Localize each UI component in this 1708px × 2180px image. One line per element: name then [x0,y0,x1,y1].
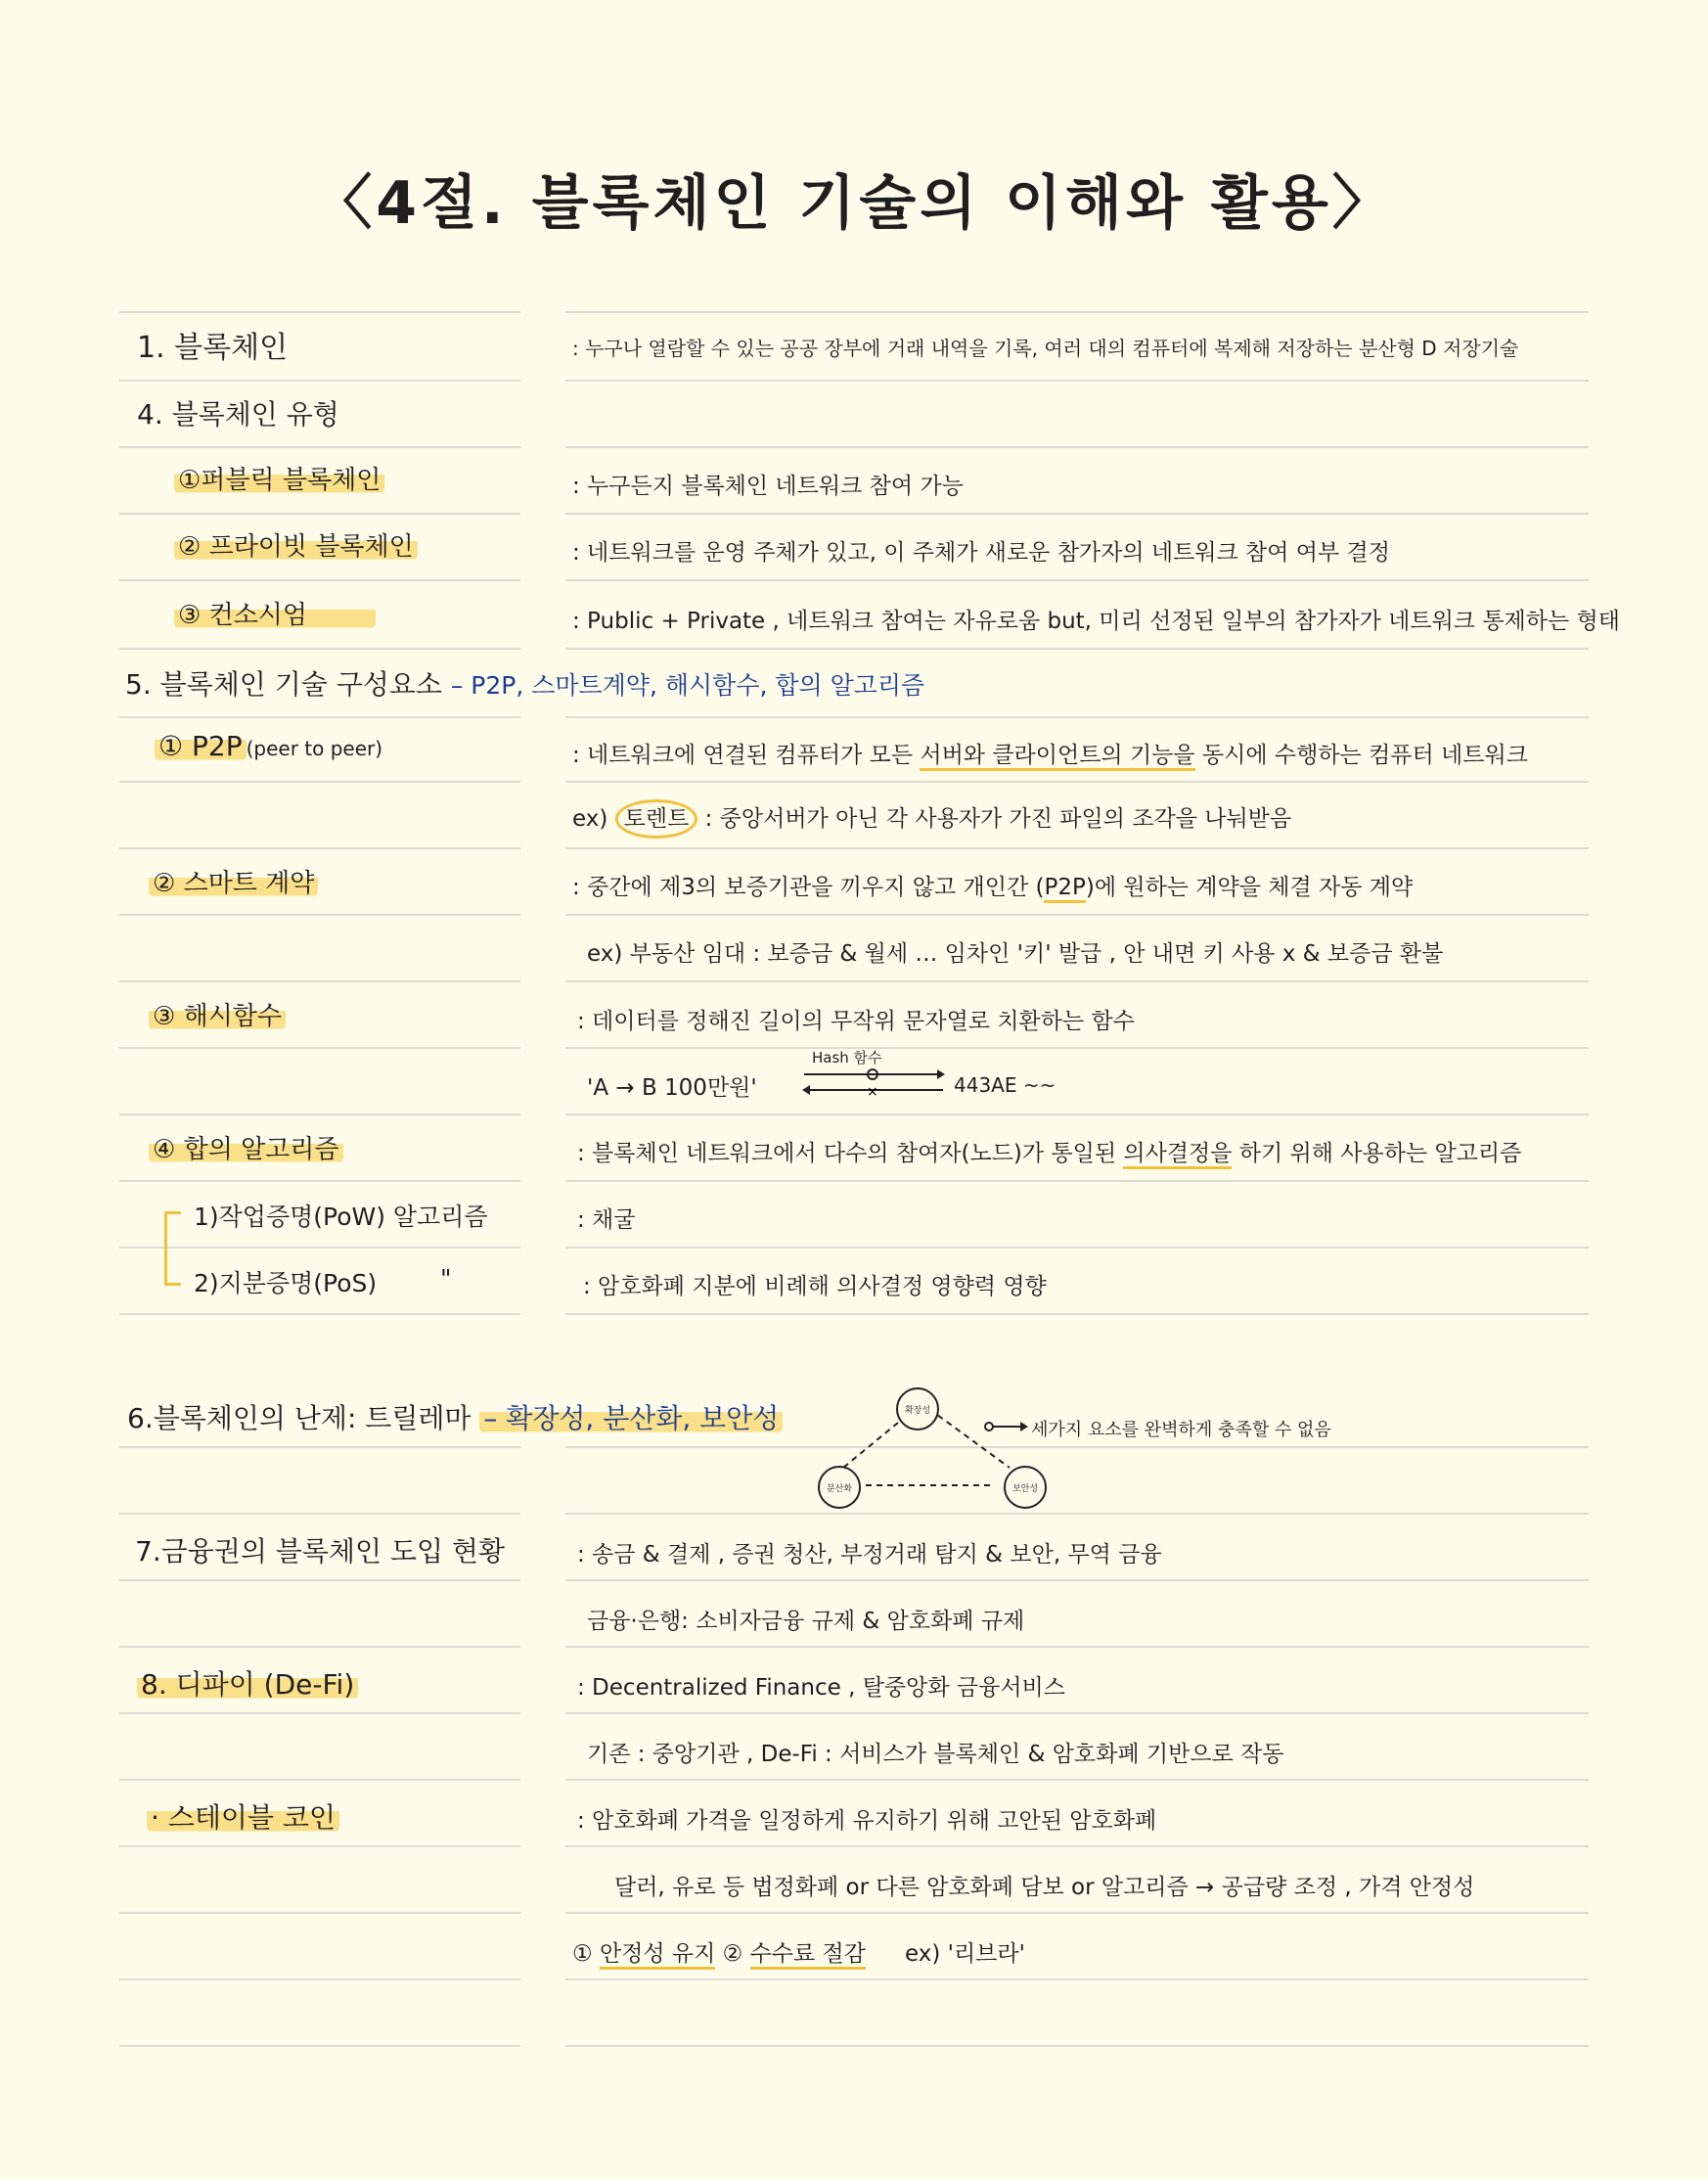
rule-left [119,980,520,982]
rule-right [565,579,1589,581]
rule-right [565,1912,1589,1914]
heading-trilemma: 6.블록체인의 난제: 트릴레마 – 확장성, 분산화, 보안성 [127,1397,783,1436]
rule-left [119,914,520,916]
rule-right [565,914,1589,916]
finance-line-1: : 송금 & 결제 , 증권 청산, 부정거래 탐지 & 보안, 무역 금융 [577,1542,1162,1567]
def-p2p: : 네트워크에 연결된 컴퓨터가 모든 서버와 클라이언트의 기능을 동시에 수행하는 컴퓨터 네트워크 [572,737,1528,769]
def-private: : 네트워크를 운영 주체가 있고, 이 주체가 새로운 참가자의 네트워크 참여 여부 결정 [572,540,1390,566]
item-p2p: ① P2P (peer to peer) [155,730,382,762]
rule-right [565,980,1589,982]
def-hash: : 데이터를 정해진 길이의 무작위 문자열로 치환하는 함수 [577,1009,1135,1034]
def-public: : 누구든지 블록체인 네트워크 참여 가능 [572,474,964,499]
trilemma-node-scalability: 확장성 [896,1387,939,1431]
rule-right [565,1247,1589,1249]
hash-arrows [800,1065,947,1104]
rule-left [119,1113,520,1115]
rule-left [119,1646,520,1648]
rule-right [565,1845,1589,1847]
finance-line-2: 금융·은행: 소비자금융 규제 & 암호화폐 규제 [587,1609,1025,1634]
rule-left [119,311,520,313]
def-consensus: : 블록체인 네트워크에서 다수의 참여자(노드)가 통일된 의사결정을 하기 위해 사용하는 알고리즘 [577,1135,1521,1167]
rule-right [565,1047,1589,1049]
heading-components: 5. 블록체인 기술 구성요소 – P2P, 스마트계약, 해시함수, 합의 알고리즘 [125,668,925,701]
item-consensus-algorithm: ④ 합의 알고리즘 [149,1129,343,1165]
rule-right [565,2045,1589,2047]
heading-finance: 7.금융권의 블록체인 도입 현황 [135,1535,505,1567]
rule-right [565,716,1589,718]
rule-left [119,1513,520,1515]
item-private-blockchain: ② 프라이빗 블록체인 [174,526,418,563]
rule-right [565,1646,1589,1648]
rule-right [565,1180,1589,1182]
def-blockchain: : 누구나 열람할 수 있는 공공 장부에 거래 내역을 기록, 여러 대의 컴퓨터에 복제해 저장하는 분산형 D 저장기술 [572,337,1519,360]
heading-blockchain: 1. 블록체인 [137,331,289,365]
item-public-blockchain: ①퍼블릭 블록체인 [174,460,384,496]
rule-right [565,311,1589,313]
rule-left [119,1446,520,1448]
rule-left [119,446,520,448]
stable-line-1: : 암호화폐 가격을 일정하게 유지하기 위해 고안된 암호화폐 [577,1808,1157,1834]
rule-left [119,1978,520,1980]
def-pos: : 암호화폐 지분에 비례해 의사결정 영향력 영향 [583,1274,1047,1299]
rule-left [119,847,520,849]
hash-function-label: Hash 함수 [812,1049,882,1067]
hash-example-input: 'A → B 100만원' [587,1075,757,1101]
item-pos: 2)지분증명(PoS) [194,1269,378,1297]
rule-left [119,1712,520,1714]
rule-left [119,1779,520,1781]
rule-left [119,1047,520,1049]
heading-defi: 8. 디파이 (De-Fi) [137,1663,358,1703]
stable-line-3: ① 안정성 유지 ② 수수료 절감 ex) '리브라' [572,1935,1025,1968]
rule-right [565,1579,1589,1581]
rule-right [565,1113,1589,1115]
heading-stablecoin: · 스테이블 코인 [147,1796,339,1836]
trilemma-note: 세가지 요소를 완벽하게 충족할 수 없음 [1031,1420,1331,1440]
arrow-icon [983,1417,1028,1436]
rule-left [119,579,520,581]
bracket-mark [164,1211,181,1286]
rule-left [119,380,520,382]
trilemma-node-security: 보안성 [1004,1466,1047,1509]
ex-smart-contract: ex) 부동산 임대 : 보증금 & 월세 … 임차인 '키' 발급 , 안 내면 키 사용 x & 보증금 환불 [587,941,1444,967]
stable-line-2: 달러, 유로 등 법정화폐 or 다른 암호화폐 담보 or 알고리즘 → 공급량 조정 , 가격 안정성 [614,1875,1475,1900]
rule-left [119,648,520,650]
rule-right [565,1978,1589,1980]
rule-right [565,513,1589,515]
page-title: 〈4절. 블록체인 기술의 이해와 활용〉 [313,169,1395,238]
rule-left [119,1912,520,1914]
item-consortium-blockchain: ③ 컨소시엄 [174,595,376,631]
rule-left [119,1579,520,1581]
def-consortium: : Public + Private , 네트워크 참여는 자유로움 but, 미리 선정된 일부의 참가자가 네트워크 통제하는 형태 [572,609,1620,634]
defi-line-2: 기존 : 중앙기관 , De-Fi : 서비스가 블록체인 & 암호화폐 기반으로 작동 [587,1742,1284,1767]
rule-left [119,716,520,718]
rule-right [565,1446,1589,1448]
rule-left [119,781,520,783]
item-smart-contract: ② 스마트 계약 [149,863,318,899]
rule-right [565,1712,1589,1714]
rule-right [565,380,1589,382]
trilemma-node-decentralization: 분산화 [818,1466,861,1509]
svg-text:×: × [867,1084,878,1100]
rule-left [119,1845,520,1847]
rule-right [565,1513,1589,1515]
rule-left [119,1313,520,1315]
rule-right [565,847,1589,849]
hash-example-output: 443AE ~~ [954,1073,1056,1097]
defi-line-1: : Decentralized Finance , 탈중앙화 금융서비스 [577,1675,1065,1701]
rule-left [119,513,520,515]
rule-left [119,2045,520,2047]
heading-blockchain-types: 4. 블록체인 유형 [137,398,339,431]
rule-left [119,1180,520,1182]
item-hash-function: ③ 해시함수 [149,996,286,1032]
rule-right [565,781,1589,783]
ex-p2p: ex) 토렌트 : 중앙서버가 아닌 각 사용자가 가진 파일의 조각을 나눠받음 [572,800,1291,833]
def-pow: : 채굴 [577,1207,636,1233]
rule-right [565,648,1589,650]
ditto-mark: " [440,1264,452,1293]
def-smart-contract: : 중간에 제3의 보증기관을 끼우지 않고 개인간 (P2P)에 원하는 계약을 체결 자동 계약 [572,869,1413,901]
rule-right [565,1779,1589,1781]
item-pow: 1)작업증명(PoW) 알고리즘 [194,1203,488,1231]
rule-right [565,446,1589,448]
rule-right [565,1313,1589,1315]
